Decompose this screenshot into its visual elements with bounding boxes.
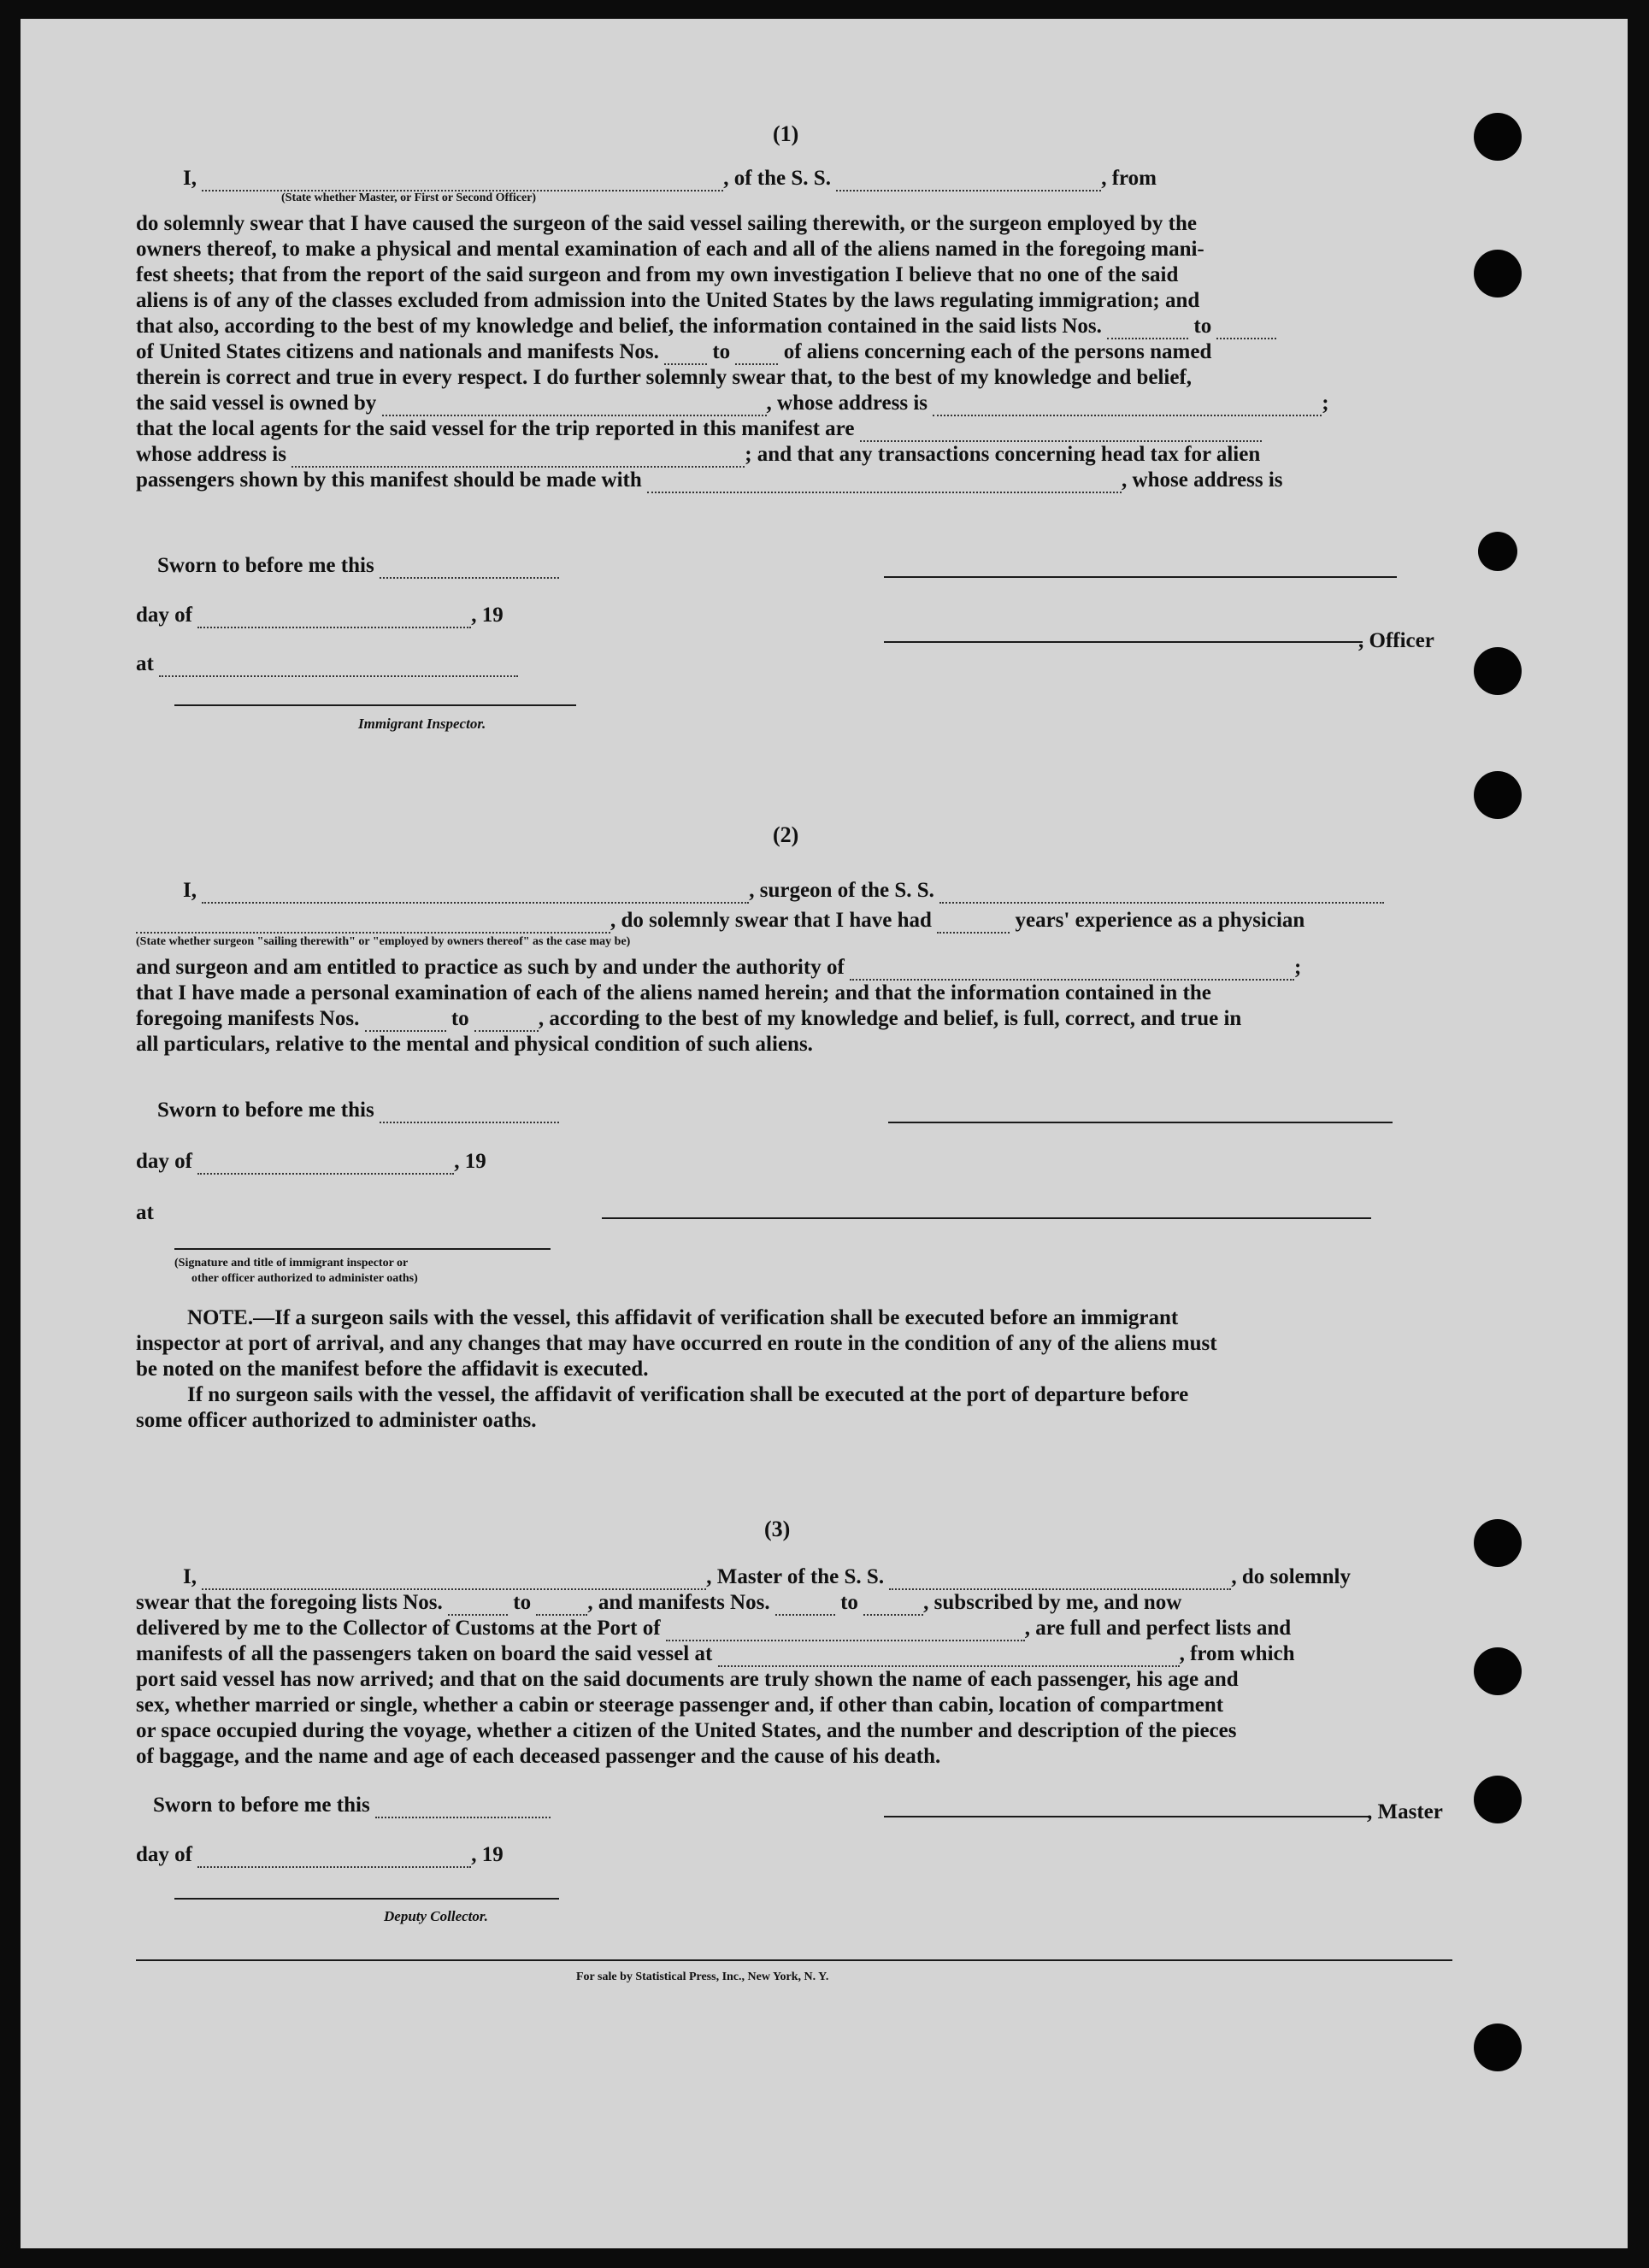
- text-line: fest sheets; that from the report of the said surgeon and from my own investigation I believe that no one of the said: [136, 263, 1179, 286]
- text-line: or space occupied during the voyage, whether a citizen of the United States, and the number and description of the pieces: [136, 1719, 1237, 1742]
- port-field[interactable]: [666, 1621, 1025, 1641]
- text-line: foregoing manifests Nos. to , according to the best of my knowledge and belief, is full, correct, and true in: [136, 1007, 1242, 1030]
- sworn-date-field[interactable]: [380, 558, 559, 579]
- signature-caption-2a: (Signature and title of immigrant inspector or: [174, 1257, 409, 1269]
- manifest-affidavit-page: [21, 19, 1628, 2248]
- officer-name-field[interactable]: [202, 171, 723, 191]
- text-line: do solemnly swear that I have caused the surgeon of the said vessel sailing therewith, or the surgeon employed by the: [136, 212, 1197, 235]
- surgeon-status-field[interactable]: [136, 913, 610, 934]
- master-name-field[interactable]: [202, 1570, 706, 1590]
- dayof-line-3: day of , 19: [136, 1843, 504, 1866]
- section-1-heading: (1): [773, 121, 799, 146]
- day-of-field-3[interactable]: [197, 1847, 471, 1868]
- text-line: delivered by me to the Collector of Customs at the Port of , are full and perfect lists and: [136, 1617, 1292, 1640]
- lists-from-field[interactable]: [1107, 319, 1188, 339]
- officer-caption: (State whether Master, or First or Second Officer): [281, 191, 537, 204]
- signature-line: [174, 1248, 551, 1250]
- text-line: sex, whether married or single, whether a cabin or steerage passenger and, if other than cabin, location of compartment: [136, 1694, 1224, 1717]
- sworn-date-field-2[interactable]: [380, 1103, 559, 1123]
- signature-line: [884, 576, 1397, 578]
- printer-imprint: For sale by Statistical Press, Inc., New York, N. Y.: [576, 1971, 829, 1983]
- text-line: port said vessel has now arrived; and that on the said documents are truly shown the name of each passenger, his age and: [136, 1668, 1239, 1691]
- surgeon-caption: (State whether surgeon "sailing therewith" or "employed by owners thereof" as the case may be): [136, 935, 631, 948]
- day-of-field-2[interactable]: [197, 1154, 454, 1175]
- punch-hole: [1478, 532, 1517, 571]
- sworn-line-1: Sworn to before me this: [157, 553, 559, 579]
- text-line: aliens is of any of the classes excluded from admission into the United States by the laws regulating immigration; and: [136, 289, 1200, 312]
- authority-field[interactable]: [850, 960, 1294, 981]
- surgeon-vessel-field[interactable]: [939, 883, 1384, 904]
- note-line: If no surgeon sails with the vessel, the affidavit of verification shall be executed at the port of departure before: [187, 1383, 1189, 1406]
- immigrant-inspector-caption: Immigrant Inspector.: [358, 716, 486, 732]
- note-line: NOTE.—If a surgeon sails with the vessel, this affidavit of verification shall be executed before an immigrant: [187, 1306, 1179, 1329]
- text-line: that I have made a personal examination of each of the aliens named herein; and that the information contained in the: [136, 981, 1211, 1004]
- owner-field[interactable]: [382, 396, 767, 416]
- text-line: of United States citizens and nationals and manifests Nos. to of aliens concerning each of the persons named: [136, 340, 1212, 363]
- local-agents-field[interactable]: [860, 421, 1262, 442]
- embarkation-field[interactable]: [718, 1647, 1180, 1667]
- signature-line: [884, 1816, 1371, 1817]
- signature-line: [888, 1122, 1393, 1123]
- officer-label: , Officer: [1358, 629, 1434, 652]
- punch-hole: [1474, 113, 1522, 161]
- text-line: owners thereof, to make a physical and mental examination of each and all of the aliens named in the foregoing mani-: [136, 238, 1204, 261]
- owner-address-field[interactable]: [933, 396, 1322, 416]
- head-tax-party-field[interactable]: [647, 473, 1122, 493]
- text-line: that the local agents for the said vessel for the trip reported in this manifest are: [136, 416, 1329, 442]
- manifests-to-field[interactable]: [735, 345, 778, 365]
- text-line: manifests of all the passengers taken on board the said vessel at , from which: [136, 1642, 1295, 1665]
- day-of-field[interactable]: [197, 608, 471, 628]
- label-from: , from: [1101, 167, 1157, 190]
- footer-rule: [136, 1959, 1452, 1961]
- text-line: that also, according to the best of my knowledge and belief, the information contained in the said lists Nos. to: [136, 314, 1329, 339]
- surgeon-name-field[interactable]: [202, 883, 749, 904]
- text-line: therein is correct and true in every respect. I do further solemnly swear that, to the best of my knowledge and belief,: [136, 366, 1193, 389]
- section-1-paragraph: [136, 211, 1329, 493]
- text-line: swear that the foregoing lists Nos. to , and manifests Nos. to , subscribed by me, and now: [136, 1591, 1182, 1614]
- signature-line: [174, 704, 576, 706]
- surgeon-swear-line: , do solemnly swear that I have had years' experience as a physician: [136, 908, 1304, 934]
- punch-hole: [1474, 250, 1522, 297]
- master-vessel-field[interactable]: [889, 1570, 1231, 1590]
- manifests-from-field-2[interactable]: [365, 1011, 446, 1032]
- section-2-heading: (2): [773, 822, 799, 847]
- signature-line: [602, 1217, 1371, 1219]
- text-line: and surgeon and am entitled to practice as such by and under the authority of ;: [136, 956, 1302, 979]
- manifests-to-field-2[interactable]: [474, 1011, 539, 1032]
- punch-hole: [1474, 1519, 1522, 1567]
- punch-hole: [1474, 647, 1522, 695]
- dayof-line-1: day of , 19: [136, 604, 504, 627]
- section-1-officer-line: [183, 166, 1157, 191]
- master-line: I, , Master of the S. S. , do solemnly: [183, 1565, 1351, 1588]
- dayof-line-2: day of , 19: [136, 1150, 486, 1173]
- punch-hole: [1474, 771, 1522, 819]
- text-line: all particulars, relative to the mental and physical condition of such aliens.: [136, 1033, 813, 1056]
- text-line: of baggage, and the name and age of each deceased passenger and the cause of his death.: [136, 1745, 941, 1768]
- section-3-paragraph: [136, 1590, 1295, 1770]
- surgeon-line: I, , surgeon of the S. S.: [183, 878, 1384, 904]
- note-line: inspector at port of arrival, and any changes that may have occurred en route in the condition of any of the aliens must: [136, 1332, 1217, 1355]
- section-2-paragraph: [136, 955, 1301, 1057]
- at-line-1: at: [136, 651, 518, 677]
- label-i: I,: [183, 167, 197, 190]
- years-experience-field[interactable]: [937, 913, 1010, 934]
- note-line: be noted on the manifest before the affidavit is executed.: [136, 1358, 649, 1381]
- agents-address-field[interactable]: [292, 447, 745, 468]
- sworn-line-3: Sworn to before me this: [153, 1793, 551, 1818]
- deputy-collector-caption: Deputy Collector.: [384, 1908, 488, 1924]
- lists-to-field[interactable]: [1216, 319, 1276, 339]
- vessel-name-field[interactable]: [836, 171, 1101, 191]
- signature-caption-2b: other officer authorized to administer oaths): [191, 1272, 418, 1285]
- sworn-date-field-3[interactable]: [375, 1798, 551, 1818]
- punch-hole: [1474, 1647, 1522, 1695]
- manifests-from-field[interactable]: [664, 345, 707, 365]
- section-3-heading: (3): [764, 1517, 791, 1541]
- signature-line: [884, 641, 1363, 643]
- sworn-line-2: Sworn to before me this: [157, 1098, 559, 1123]
- master-label: , Master: [1367, 1800, 1443, 1823]
- at-place-field[interactable]: [159, 657, 518, 677]
- label-of-ss: , of the S. S.: [723, 167, 831, 190]
- text-line: the said vessel is owned by , whose address is ;: [136, 392, 1329, 415]
- signature-line: [174, 1898, 559, 1900]
- note-paragraph: [136, 1305, 1217, 1434]
- text-line: passengers shown by this manifest should be made with , whose address is: [136, 468, 1283, 492]
- note-line: some officer authorized to administer oaths.: [136, 1409, 537, 1432]
- punch-hole: [1474, 2024, 1522, 2071]
- punch-hole: [1474, 1776, 1522, 1823]
- at-line-2: at: [136, 1201, 154, 1224]
- text-line: whose address is ; and that any transactions concerning head tax for alien: [136, 443, 1261, 466]
